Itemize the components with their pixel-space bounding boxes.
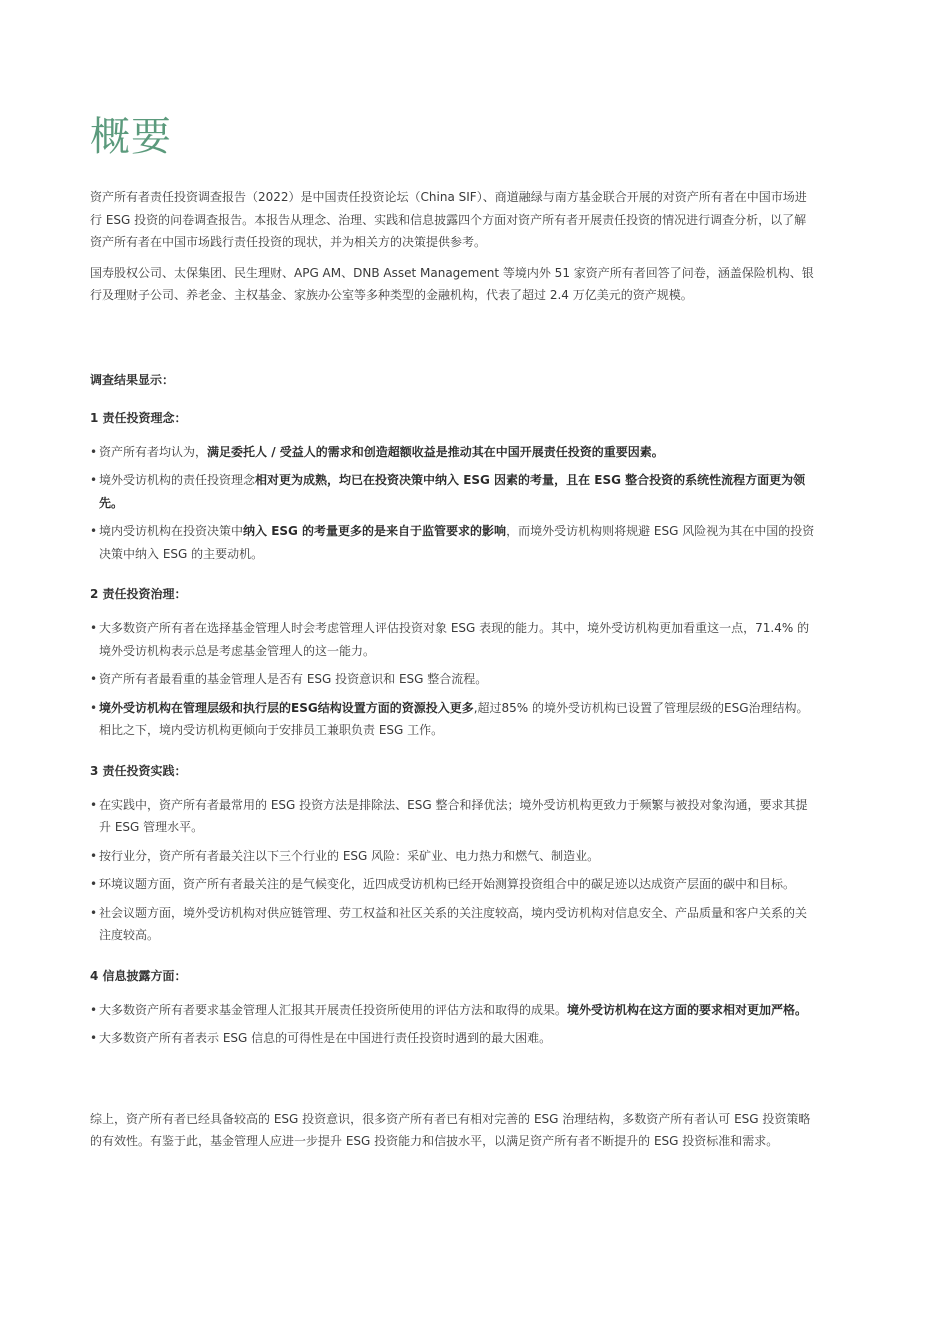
section-1	[90, 407, 816, 566]
bullet-item	[90, 617, 816, 662]
section-2	[90, 583, 816, 742]
conclusion-paragraph: 综上，资产所有者已经具备较高的 ESG 投资意识，很多资产所有者已有相对完善的 ESG 治理结构，多数资产所有者认可 ESG 投资策略的有效性。有鉴于此，基金管理人应进一步提升 ESG 投资能力和信披水平，以满足资产所有者不断提升的 ESG 投资标准和需求。	[90, 1111, 811, 1148]
bullet-list	[90, 441, 816, 566]
bullet-text: 境外受访机构的责任投资理念	[99, 473, 256, 487]
bullet-item	[90, 902, 816, 947]
bullet-dot-icon: •	[90, 473, 98, 487]
bullet-text: 资产所有者均认为，	[99, 444, 208, 459]
bullet-item	[90, 697, 816, 742]
bullet-list	[90, 999, 816, 1050]
bullet-text: ,超过85% 的境外受访机构已设置了管理层级的ESG治理结构。相比之下，境内受访机构更倾向于安排员工兼职负责 ESG 工作。	[99, 700, 809, 737]
bullet-dot-icon: •	[90, 524, 98, 538]
bullet-dot-icon: •	[90, 797, 98, 812]
section-heading: 2 责任投资治理：	[90, 587, 187, 601]
section-4	[90, 965, 816, 1050]
content-body	[90, 186, 816, 1153]
bullet-text: 大多数资产所有者表示 ESG 信息的可得性是在中国进行责任投资时遇到的最大困难。	[99, 1031, 552, 1045]
bullet-dot-icon: •	[90, 848, 98, 863]
bullet-text: 社会议题方面，境外受访机构对供应链管理、劳工权益和社区关系的关注度较高，境内受访机构对信息安全、产品质量和客户关系的关注度较高。	[99, 905, 808, 942]
bullet-text: 资产所有者最看重的基金管理人是否有 ESG 投资意识和 ESG 整合流程。	[99, 672, 488, 686]
section-heading: 1 责任投资理念：	[90, 410, 187, 425]
bullet-text: 环境议题方面，资产所有者最关注的是气候变化，近四成受访机构已经开始测算投资组合中的碳足迹以达成资产层面的碳中和目标。	[99, 877, 796, 891]
bullet-item	[90, 999, 816, 1022]
bullet-text: 按行业分，资产所有者最关注以下三个行业的 ESG 风险：采矿业、电力热力和燃气、制造业。	[99, 848, 600, 863]
bullet-dot-icon: •	[90, 905, 98, 920]
bullet-list	[90, 794, 816, 947]
bullet-emphasis: 纳入 ESG 的考量更多的是来自于监管要求的影响	[243, 524, 507, 538]
bullet-emphasis: 境外受访机构在这方面的要求相对更加严格。	[567, 1002, 808, 1017]
bullet-item	[90, 845, 816, 868]
bullet-dot-icon: •	[90, 444, 98, 459]
bullet-text: 大多数资产所有者在选择基金管理人时会考虑管理人评估投资对象 ESG 表现的能力。其中，境外受访机构更加看重这一点，71.4% 的境外受访机构表示总是考虑基金管理人的这一能力。	[99, 621, 810, 658]
bullet-item	[90, 794, 816, 839]
bullet-item	[90, 520, 816, 565]
bullet-dot-icon: •	[90, 672, 98, 686]
bullet-list	[90, 617, 816, 742]
bullet-emphasis: 境外受访机构在管理层级和执行层的ESG结构设置方面的资源投入更多	[99, 700, 474, 715]
bullet-item	[90, 873, 816, 896]
bullet-item	[90, 469, 816, 514]
bullet-item	[90, 441, 816, 464]
bullet-dot-icon: •	[90, 877, 98, 891]
bullet-dot-icon: •	[90, 1031, 98, 1045]
section-heading: 4 信息披露方面：	[90, 968, 187, 983]
bullet-text: 大多数资产所有者要求基金管理人汇报其开展责任投资所使用的评估方法和取得的成果。	[99, 1002, 568, 1017]
bullet-item	[90, 1027, 816, 1050]
bullet-emphasis: 相对更为成熟，均已在投资决策中纳入 ESG 因素的考量，且在 ESG 整合投资的系统性流程方面更为领先。	[99, 473, 806, 510]
bullet-emphasis: 满足委托人 / 受益人的需求和创造超额收益是推动其在中国开展责任投资的重要因素。	[207, 444, 664, 459]
bullet-text: ，而境外受访机构则将规避 ESG 风险视为其在中国的投资决策中纳入 ESG 的主要动机。	[99, 524, 815, 561]
bullet-dot-icon: •	[90, 1002, 98, 1017]
bullet-text: 境内受访机构在投资决策中	[99, 524, 244, 538]
findings-sections	[90, 407, 816, 1050]
results-heading: 调查结果显示：	[90, 372, 175, 387]
bullet-item	[90, 668, 816, 691]
bullet-text: 在实践中，资产所有者最常用的 ESG 投资方法是排除法、ESG 整合和择优法；境外受访机构更致力于频繁与被投对象沟通，要求其提升 ESG 管理水平。	[99, 797, 808, 834]
intro-paragraph-1: 资产所有者责任投资调查报告（2022）是中国责任投资论坛（China SIF）、商道融绿与南方基金联合开展的对资产所有者在中国市场进行 ESG 投资的问卷调查报告。本报告从理念、治理、实践和信息披露四个方面对资产所有者开展责任投资的情况进行调查分析，以了解资产所有者在中国市场践行责任投资的现状，并为相关方的决策提供参考。	[90, 190, 807, 249]
section-heading: 3 责任投资实践：	[90, 763, 187, 778]
bullet-dot-icon: •	[90, 621, 98, 635]
section-3	[90, 760, 816, 947]
page-title: 概要	[90, 114, 172, 160]
intro-paragraph-2: 国寿股权公司、太保集团、民生理财、APG AM、DNB Asset Management 等境内外 51 家资产所有者回答了问卷，涵盖保险机构、银行及理财子公司、养老金、主权基金、家族办公室等多种类型的金融机构，代表了超过 2.4 万亿美元的资产规模。	[90, 265, 814, 302]
bullet-dot-icon: •	[90, 700, 98, 715]
